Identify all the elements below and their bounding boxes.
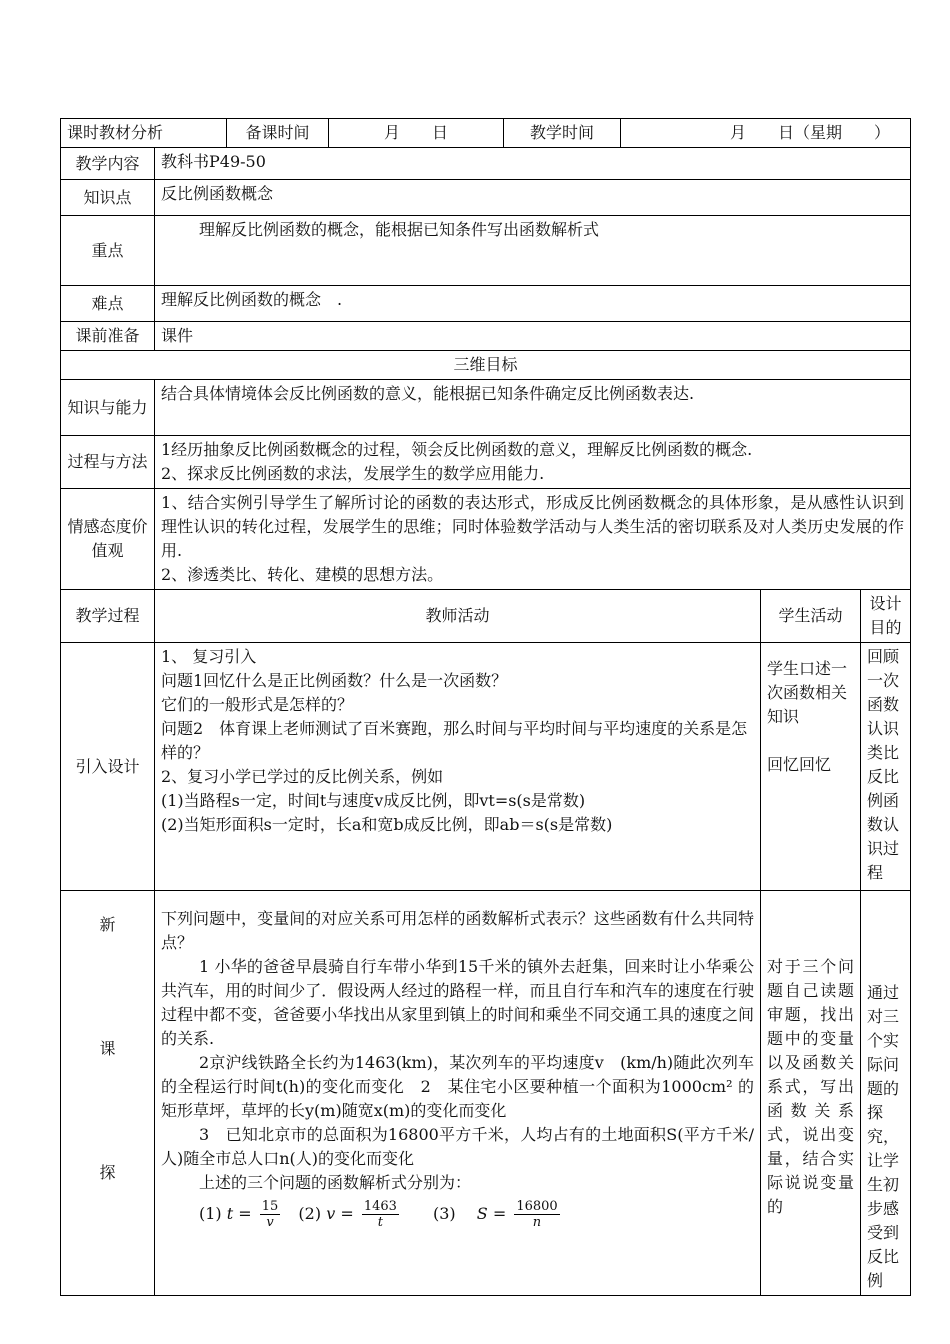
formula-row bbox=[161, 1199, 754, 1230]
emotion-label: 情感态度价值观 bbox=[61, 489, 155, 590]
teach-date: 月 日（星期 ） bbox=[621, 119, 911, 148]
process-method-line-1: 1经历抽象反比例函数概念的过程，领会反比例函数的意义，理解反比例函数的概念. bbox=[161, 440, 753, 459]
difficulty-value: 理解反比例函数的概念 . bbox=[155, 286, 911, 322]
knowledge-value: 反比例函数概念 bbox=[155, 180, 911, 216]
explore-teacher bbox=[155, 891, 761, 1296]
key-point-value: 理解反比例函数的概念，能根据已知条件写出函数解析式 bbox=[155, 216, 911, 286]
difficulty-label: 难点 bbox=[61, 286, 155, 322]
emotion-line-1: 1、结合实例引导学生了解所讨论的函数的表达形式，形成反比例函数概念的具体形象，是从感性认识到理性认识的转化过程，发展学生的思维；同时体验数学活动与人类生活的密切联系及对人类历史发展的作用. bbox=[161, 493, 905, 560]
knowledge-label: 知识点 bbox=[61, 180, 155, 216]
process-header: 教学过程 bbox=[61, 590, 155, 643]
explore-line-4: 3 已知北京市的总面积为16800平方千米，人均占有的土地面积S(平方千米/人)随全市总人口n(人)的变化而变化 bbox=[161, 1125, 755, 1168]
explore-label-char-3: 探 bbox=[99, 1163, 116, 1182]
analysis-label: 课时教材分析 bbox=[61, 119, 227, 148]
intro-line-2: 问题1回忆什么是正比例函数？什么是一次函数？ bbox=[161, 671, 508, 690]
formula-2-numerator: 1463 bbox=[363, 1199, 397, 1214]
intro-line-6: (1)当路程s一定，时间t与速度v成反比例，即vt=s(s是常数) bbox=[161, 791, 586, 810]
formula-1-fraction bbox=[260, 1199, 281, 1230]
intro-line-1: 1、 复习引入 bbox=[161, 647, 257, 666]
explore-purpose: 通过对三个实际问题的探究，让学生初步感受到反比例 bbox=[861, 891, 911, 1296]
explore-line-2: 1 小华的爸爸早晨骑自行车带小华到15千米的镇外去赶集，回来时让小华乘公共汽车，用的时间少了．假设两人经过的路程一样，而且自行车和汽车的速度在行驶过程中都不变，爸爸要小华找出从家里到镇上的时间和乘坐不同交通工具的速度之间的关系. bbox=[161, 957, 755, 1048]
intro-student-line-2: 回忆回忆 bbox=[767, 755, 832, 774]
prep-time-label: 备课时间 bbox=[227, 119, 329, 148]
process-method-text bbox=[155, 436, 911, 489]
formula-3: (3) S = $\frac{16800}{n}$ bbox=[433, 1199, 558, 1230]
teach-time-label: 教学时间 bbox=[504, 119, 621, 148]
content-label: 教学内容 bbox=[61, 148, 155, 180]
preparation-value: 课件 bbox=[155, 322, 911, 351]
explore-line-5: 上述的三个问题的函数解析式分别为： bbox=[199, 1173, 472, 1192]
explore-line-1: 下列问题中，变量间的对应关系可用怎样的函数解析式表示？这些函数有什么共同特点？ bbox=[161, 909, 755, 952]
formula-3-fraction bbox=[514, 1199, 559, 1230]
knowledge-ability-label: 知识与能力 bbox=[61, 380, 155, 436]
student-activity-header: 学生活动 bbox=[761, 590, 861, 643]
preparation-label: 课前准备 bbox=[61, 322, 155, 351]
lesson-plan-table bbox=[60, 118, 911, 1296]
goals-title: 三维目标 bbox=[61, 351, 911, 380]
formula-2-denominator: t bbox=[377, 1215, 383, 1230]
knowledge-ability-text: 结合具体情境体会反比例函数的意义，能根据已知条件确定反比例函数表达. bbox=[155, 380, 911, 436]
emotion-text bbox=[155, 489, 911, 590]
process-method-line-2: 2、探求反比例函数的求法，发展学生的数学应用能力. bbox=[161, 464, 545, 483]
formula-2-var: v bbox=[326, 1204, 336, 1223]
intro-teacher bbox=[155, 643, 761, 891]
formula-2-label: (2) bbox=[298, 1204, 322, 1223]
teacher-activity-header: 教师活动 bbox=[155, 590, 761, 643]
formula-2: (2) v = $\frac{1463}{t}$ bbox=[298, 1199, 397, 1230]
formula-3-denominator: n bbox=[532, 1215, 542, 1230]
formula-1-label: (1) bbox=[199, 1204, 222, 1223]
formula-3-label: (3) bbox=[433, 1204, 456, 1223]
formula-1-denominator: v bbox=[266, 1215, 274, 1230]
explore-label-char-2: 课 bbox=[99, 1039, 116, 1058]
intro-label: 引入设计 bbox=[61, 643, 155, 891]
explore-label-char-1: 新 bbox=[99, 915, 116, 934]
intro-purpose: 回顾一次函数认识类比反比例函数认识过程 bbox=[861, 643, 911, 891]
key-point-label: 重点 bbox=[61, 216, 155, 286]
purpose-header: 设计目的 bbox=[861, 590, 911, 643]
intro-line-3: 它们的一般形式是怎样的？ bbox=[161, 695, 354, 714]
emotion-line-2: 2、渗透类比、转化、建模的思想方法。 bbox=[161, 565, 444, 584]
intro-line-4: 问题2 体育课上老师测试了百米赛跑，那么时间与平均时间与平均速度的关系是怎样的？ bbox=[161, 719, 748, 762]
explore-label bbox=[61, 891, 155, 1296]
explore-student: 对于三个问题自己读题审题，找出题中的变量以及函数关系式，写出函数关系式，说出变量，结合实际说说变量的 bbox=[761, 891, 861, 1296]
explore-line-3: 2京沪线铁路全长约为1463(km)，某次列车的平均速度v (km/h)随此次列车的全程运行时间t(h)的变化而变化 2 某住宅小区要种植一个面积为1000cm² 的矩形草坪，草坪的长y(m)随宽x(m)的变化而变化 bbox=[161, 1053, 755, 1120]
formula-2-fraction bbox=[362, 1199, 399, 1230]
intro-line-5: 2、复习小学已学过的反比例关系，例如 bbox=[161, 767, 444, 786]
formula-3-numerator: 16800 bbox=[516, 1199, 558, 1214]
intro-line-7: (2)当矩形面积s一定时，长a和宽b成反比例，即ab＝s(s是常数) bbox=[161, 815, 613, 834]
intro-student-line-1: 学生口述一次函数相关知识 bbox=[767, 659, 848, 726]
process-method-label: 过程与方法 bbox=[61, 436, 155, 489]
prep-date: 月 日 bbox=[329, 119, 504, 148]
content-value: 教科书P49-50 bbox=[155, 148, 911, 180]
formula-1: (1) t = $\frac{15}{v}$ bbox=[199, 1199, 279, 1230]
formula-1-numerator: 15 bbox=[261, 1199, 279, 1214]
formula-3-var: S bbox=[476, 1204, 488, 1223]
formula-1-var: t bbox=[226, 1204, 234, 1223]
intro-student bbox=[761, 643, 861, 891]
